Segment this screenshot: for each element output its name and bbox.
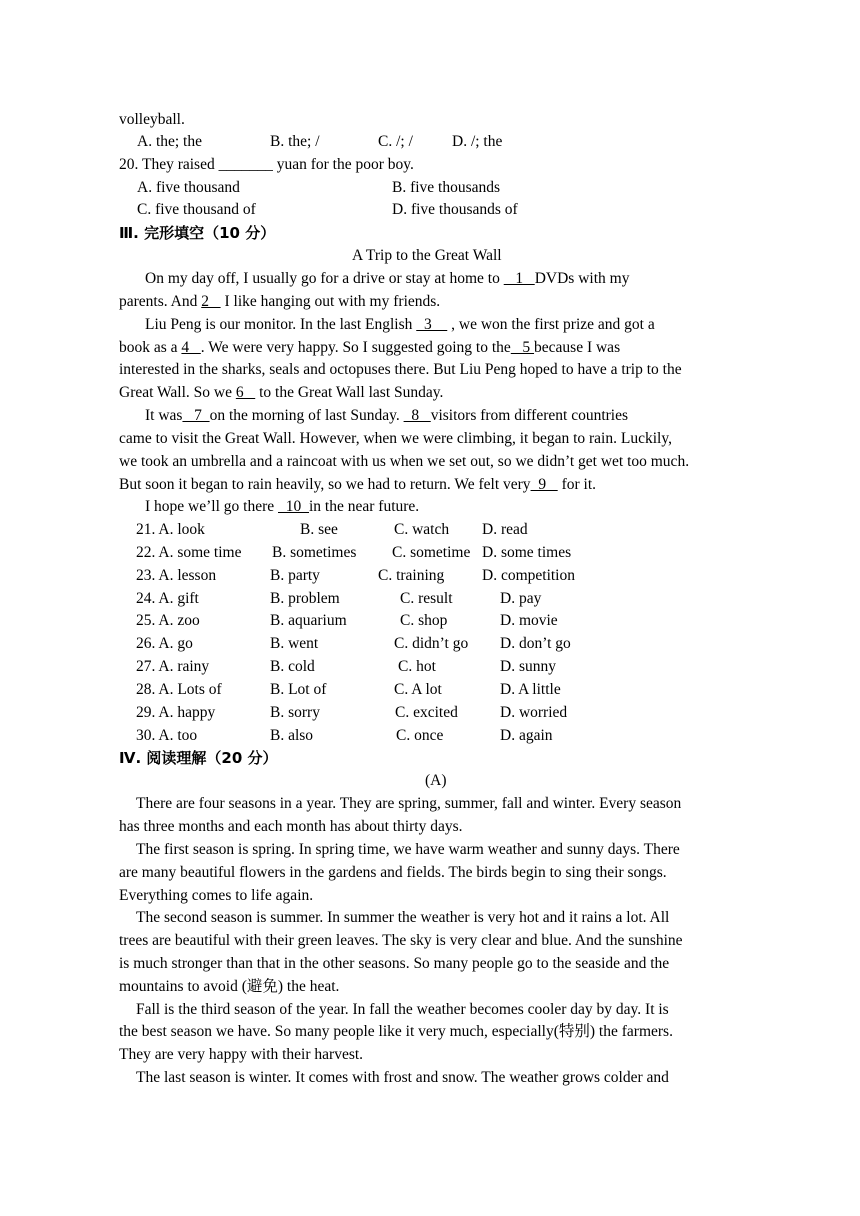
- text: to the Great Wall last Sunday.: [255, 384, 444, 401]
- option-a: 22. A. some time: [136, 544, 242, 561]
- option-a: 25. A. zoo: [136, 612, 200, 629]
- option-b: B. party: [270, 567, 320, 584]
- q20-option-c: C. five thousand of: [137, 201, 256, 218]
- q20-option-b: B. five thousands: [392, 179, 501, 196]
- option-c: C. training: [378, 567, 445, 584]
- cloze-p3-line1: [145, 406, 628, 426]
- option-d: D. competition: [482, 567, 575, 584]
- text: , we won the first prize and got a: [447, 316, 655, 333]
- option-b: B. went: [270, 635, 319, 652]
- section3-heading: Ⅲ. 完形填空（10 分）: [119, 224, 276, 242]
- option-c: C. hot: [398, 658, 436, 675]
- blank-5: 5: [510, 339, 535, 356]
- passage-line: mountains to avoid (避免) the heat.: [119, 978, 340, 995]
- option-a: 23. A. lesson: [136, 567, 217, 584]
- q20-option-a: A. five thousand: [137, 179, 240, 196]
- blank-3: 3: [416, 316, 448, 333]
- option-a: 29. A. happy: [136, 704, 216, 721]
- blank-7: 7: [182, 407, 210, 424]
- passage-line: the best season we have. So many people like it very much, especially(特别) the farmers.: [119, 1023, 673, 1040]
- passage-line: Fall is the third season of the year. In fall the weather becomes cooler day by day. It is: [136, 1001, 669, 1018]
- option-a: 27. A. rainy: [136, 658, 210, 675]
- option-b: B. sometimes: [272, 544, 357, 561]
- option-b: B. problem: [270, 590, 340, 607]
- section4-heading: Ⅳ. 阅读理解（20 分）: [119, 749, 278, 767]
- blank-6: 6: [235, 384, 256, 401]
- option-d: D. some times: [482, 544, 572, 561]
- passage-line: There are four seasons in a year. They are spring, summer, fall and winter. Every season: [136, 795, 682, 812]
- option-d: D. worried: [500, 704, 568, 721]
- option-c: C. shop: [400, 612, 448, 629]
- option-d: D. A little: [500, 681, 561, 698]
- option-b: B. Lot of: [270, 681, 327, 698]
- q19-option-b: B. the; /: [270, 133, 320, 150]
- text: I hope we’ll go there: [145, 498, 278, 515]
- passage-line: The second season is summer. In summer the weather is very hot and it rains a lot. All: [136, 909, 670, 926]
- cloze-p4-line1: [145, 497, 419, 517]
- blank-1: 1: [503, 270, 535, 287]
- passage-line: trees are beautiful with their green leaves. The sky is very clear and blue. And the sunshine: [119, 932, 683, 949]
- option-d: D. don’t go: [500, 635, 571, 652]
- passage-line: They are very happy with their harvest.: [119, 1046, 364, 1063]
- option-c: C. didn’t go: [394, 635, 469, 652]
- text: for it.: [557, 476, 596, 493]
- blank-9: 9: [530, 476, 558, 493]
- option-d: D. movie: [500, 612, 558, 629]
- option-b: B. cold: [270, 658, 315, 675]
- text: parents. And: [119, 293, 202, 310]
- option-d: D. sunny: [500, 658, 556, 675]
- q19-option-a: A. the; the: [137, 133, 202, 150]
- text: book as a: [119, 339, 182, 356]
- cloze-p2-line4: [119, 383, 443, 403]
- cloze-p1-line1: [145, 269, 629, 289]
- option-b: B. aquarium: [270, 612, 347, 629]
- text: But soon it began to rain heavily, so we had to return. We felt very: [119, 476, 531, 493]
- blank-8: 8: [403, 407, 431, 424]
- passage-line: The last season is winter. It comes with frost and snow. The weather grows colder and: [136, 1069, 669, 1086]
- q19-stem-end: volleyball.: [119, 111, 185, 128]
- cloze-title: A Trip to the Great Wall: [352, 247, 502, 264]
- text: It was: [145, 407, 183, 424]
- text: . We were very happy. So I suggested going to the: [200, 339, 511, 356]
- text: Liu Peng is our monitor. In the last English: [145, 316, 417, 333]
- option-b: B. sorry: [270, 704, 320, 721]
- text: Great Wall. So we: [119, 384, 236, 401]
- text: in the near future.: [309, 498, 420, 515]
- option-a: 21. A. look: [136, 521, 205, 538]
- option-c: C. excited: [395, 704, 458, 721]
- text: on the morning of last Sunday.: [209, 407, 404, 424]
- option-d: D. read: [482, 521, 528, 538]
- passage-line: are many beautiful flowers in the gardens and fields. The birds begin to sing their songs.: [119, 864, 667, 881]
- text: visitors from different countries: [430, 407, 629, 424]
- cloze-p1-line2: [119, 292, 440, 312]
- q20-stem: 20. They raised _______ yuan for the poor boy.: [119, 156, 414, 173]
- option-a: 28. A. Lots of: [136, 681, 222, 698]
- cloze-p3-line4: [119, 475, 596, 495]
- option-c: C. A lot: [394, 681, 442, 698]
- text: On my day off, I usually go for a drive or stay at home to: [145, 270, 504, 287]
- option-d: D. pay: [500, 590, 542, 607]
- text: DVDs with my: [534, 270, 630, 287]
- q19-option-d: D. /; the: [452, 133, 503, 150]
- option-d: D. again: [500, 727, 553, 744]
- blank-4: 4: [181, 339, 201, 356]
- cloze-p2-line2: [119, 338, 620, 358]
- option-b: B. see: [300, 521, 338, 538]
- option-a: 24. A. gift: [136, 590, 199, 607]
- cloze-p3-line2: came to visit the Great Wall. However, when we were climbing, it began to rain. Luckily,: [119, 430, 672, 447]
- text: because I was: [534, 339, 621, 356]
- q20-option-d: D. five thousands of: [392, 201, 518, 218]
- blank-10: 10: [278, 498, 309, 515]
- passage-line: is much stronger than that in the other seasons. So many people go to the seaside and the: [119, 955, 670, 972]
- option-c: C. sometime: [392, 544, 471, 561]
- passage-line: has three months and each month has about thirty days.: [119, 818, 463, 835]
- cloze-p2-line3: interested in the sharks, seals and octopuses there. But Liu Peng hoped to have a trip to the: [119, 361, 682, 378]
- option-b: B. also: [270, 727, 314, 744]
- option-a: 26. A. go: [136, 635, 193, 652]
- option-c: C. once: [396, 727, 444, 744]
- passage-line: Everything comes to life again.: [119, 887, 314, 904]
- text: I like hanging out with my friends.: [220, 293, 441, 310]
- cloze-p3-line3: we took an umbrella and a raincoat with us when we set out, so we didn’t get wet too much.: [119, 453, 690, 470]
- q19-option-c: C. /; /: [378, 133, 413, 150]
- blank-2: 2: [201, 293, 221, 310]
- cloze-p2-line1: [145, 315, 655, 335]
- passage-line: The first season is spring. In spring time, we have warm weather and sunny days. There: [136, 841, 680, 858]
- option-c: C. watch: [394, 521, 450, 538]
- passage-label: (A): [425, 772, 447, 789]
- option-a: 30. A. too: [136, 727, 198, 744]
- option-c: C. result: [400, 590, 453, 607]
